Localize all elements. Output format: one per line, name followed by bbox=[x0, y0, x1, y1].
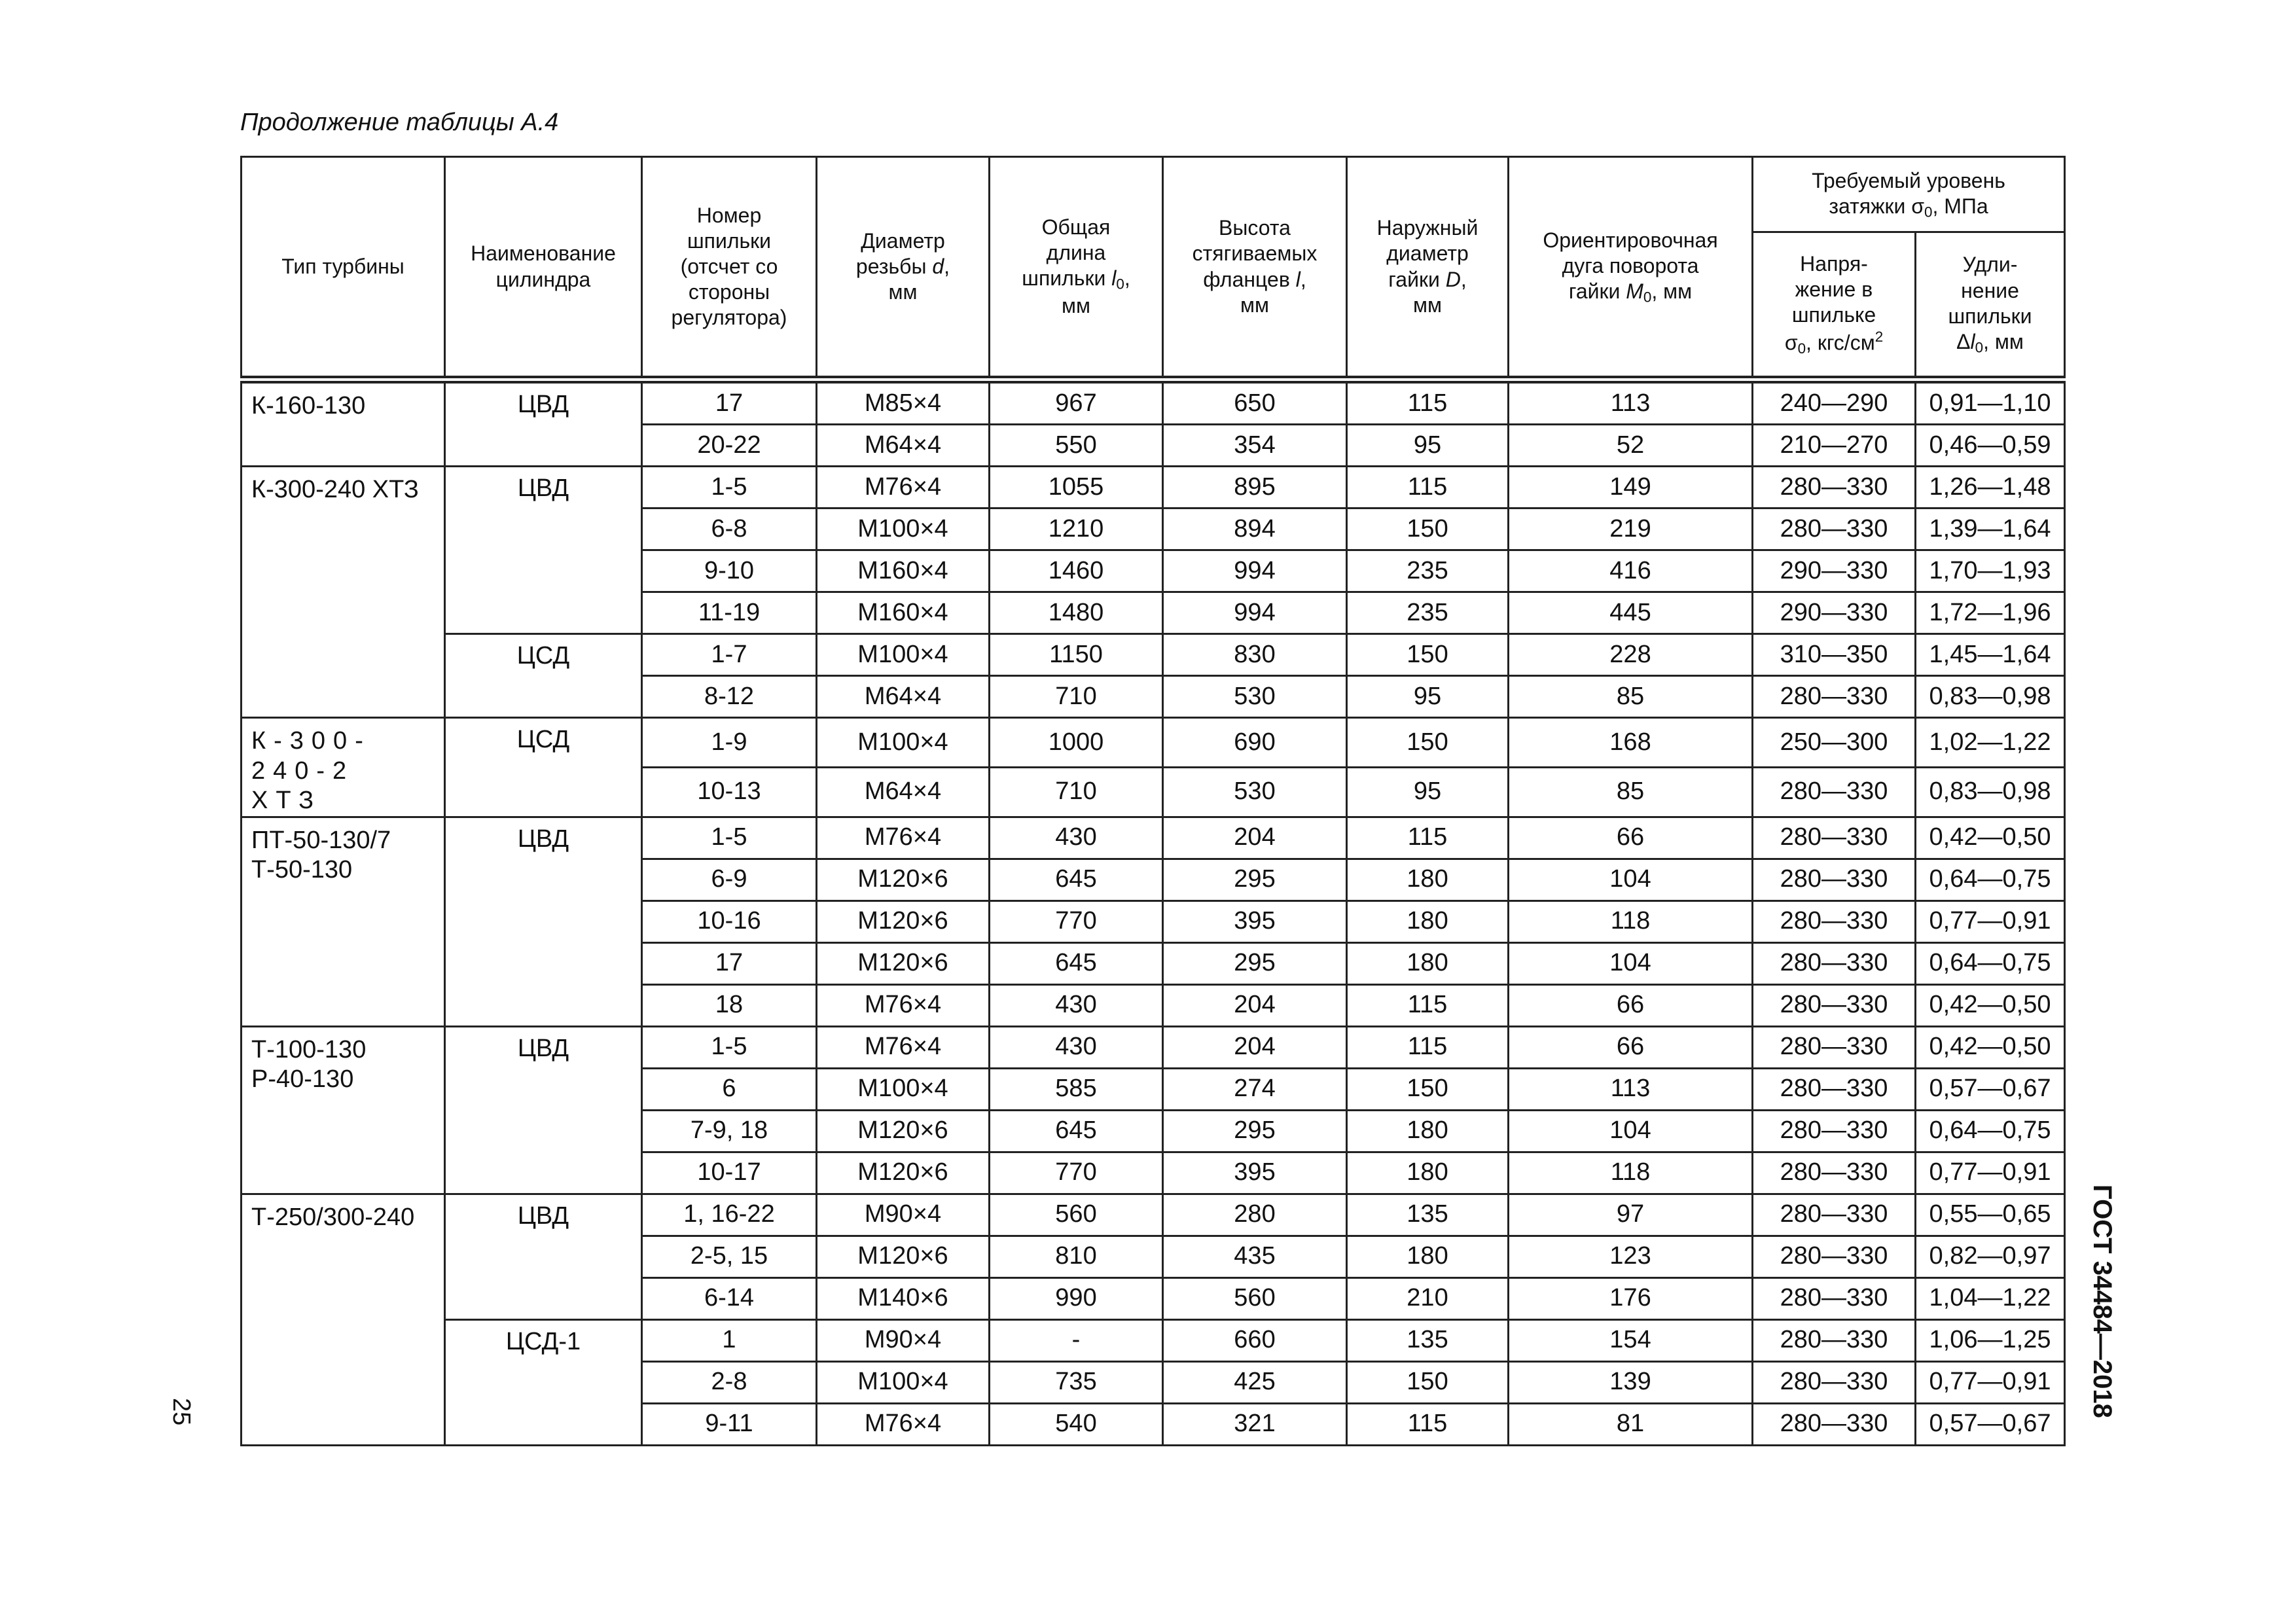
cell-stud: 8-12 bbox=[642, 676, 817, 718]
cell-arc: 104 bbox=[1509, 859, 1753, 901]
cell-stud: 1 bbox=[642, 1319, 817, 1361]
cell-arc: 176 bbox=[1509, 1277, 1753, 1319]
cell-arc: 445 bbox=[1509, 592, 1753, 634]
cylinder-cell: ЦСД bbox=[445, 634, 642, 718]
cell-nut: 150 bbox=[1347, 508, 1509, 550]
turbine-type-cell: К-160-130 bbox=[242, 380, 445, 467]
cell-length: 1000 bbox=[990, 718, 1163, 768]
cell-length: 1460 bbox=[990, 550, 1163, 592]
cell-stress: 280—330 bbox=[1753, 1236, 1916, 1277]
cell-flange: 204 bbox=[1163, 1026, 1347, 1068]
cell-thread: М100×4 bbox=[817, 1361, 990, 1403]
cell-stress: 290—330 bbox=[1753, 550, 1916, 592]
cell-arc: 123 bbox=[1509, 1236, 1753, 1277]
cell-length: - bbox=[990, 1319, 1163, 1361]
header-nut-diameter: Наружный диаметр гайки D, мм bbox=[1347, 157, 1509, 380]
cell-stud: 1-7 bbox=[642, 634, 817, 676]
cell-length: 1055 bbox=[990, 467, 1163, 508]
cell-stress: 280—330 bbox=[1753, 1110, 1916, 1152]
cell-nut: 115 bbox=[1347, 1026, 1509, 1068]
cell-stud: 20-22 bbox=[642, 425, 817, 467]
cell-stud: 1-5 bbox=[642, 467, 817, 508]
cell-elong: 0,46—0,59 bbox=[1916, 425, 2065, 467]
cell-arc: 113 bbox=[1509, 380, 1753, 425]
cell-length: 735 bbox=[990, 1361, 1163, 1403]
cell-thread: М120×6 bbox=[817, 859, 990, 901]
cell-elong: 0,55—0,65 bbox=[1916, 1194, 2065, 1236]
cell-nut: 180 bbox=[1347, 1236, 1509, 1277]
cell-arc: 228 bbox=[1509, 634, 1753, 676]
cell-stud: 9-11 bbox=[642, 1403, 817, 1445]
cell-arc: 149 bbox=[1509, 467, 1753, 508]
cell-stress: 280—330 bbox=[1753, 676, 1916, 718]
cell-stud: 6-9 bbox=[642, 859, 817, 901]
table-row bbox=[242, 1026, 2065, 1068]
cell-nut: 115 bbox=[1347, 467, 1509, 508]
cell-thread: М100×4 bbox=[817, 634, 990, 676]
turbine-type-cell: Т-250/300-240 bbox=[242, 1194, 445, 1445]
cylinder-cell: ЦСД-1 bbox=[445, 1319, 642, 1445]
cell-thread: М120×6 bbox=[817, 901, 990, 942]
stud-tightening-table bbox=[240, 156, 2066, 1446]
cell-elong: 1,39—1,64 bbox=[1916, 508, 2065, 550]
cell-stud: 9-10 bbox=[642, 550, 817, 592]
cell-thread: М100×4 bbox=[817, 718, 990, 768]
table-row bbox=[242, 380, 2065, 425]
table-row bbox=[242, 634, 2065, 676]
cell-thread: М76×4 bbox=[817, 1403, 990, 1445]
cell-arc: 97 bbox=[1509, 1194, 1753, 1236]
cell-flange: 295 bbox=[1163, 859, 1347, 901]
cell-stress: 280—330 bbox=[1753, 508, 1916, 550]
cell-elong: 1,04—1,22 bbox=[1916, 1277, 2065, 1319]
cell-nut: 150 bbox=[1347, 634, 1509, 676]
cell-arc: 416 bbox=[1509, 550, 1753, 592]
cell-arc: 118 bbox=[1509, 1152, 1753, 1194]
cell-stud: 18 bbox=[642, 984, 817, 1026]
cell-elong: 1,06—1,25 bbox=[1916, 1319, 2065, 1361]
cell-elong: 0,64—0,75 bbox=[1916, 859, 2065, 901]
cell-elong: 0,57—0,67 bbox=[1916, 1068, 2065, 1110]
cell-thread: М90×4 bbox=[817, 1319, 990, 1361]
cell-stud: 1-5 bbox=[642, 1026, 817, 1068]
cylinder-cell: ЦСД bbox=[445, 718, 642, 817]
cell-elong: 0,42—0,50 bbox=[1916, 817, 2065, 859]
cell-flange: 295 bbox=[1163, 1110, 1347, 1152]
cell-nut: 115 bbox=[1347, 817, 1509, 859]
cell-stud: 10-13 bbox=[642, 767, 817, 817]
cell-length: 1150 bbox=[990, 634, 1163, 676]
cell-stud: 2-8 bbox=[642, 1361, 817, 1403]
cell-arc: 219 bbox=[1509, 508, 1753, 550]
cell-nut: 135 bbox=[1347, 1319, 1509, 1361]
cell-stud: 10-17 bbox=[642, 1152, 817, 1194]
cell-flange: 895 bbox=[1163, 467, 1347, 508]
cell-thread: М140×6 bbox=[817, 1277, 990, 1319]
cell-stud: 11-19 bbox=[642, 592, 817, 634]
cell-flange: 274 bbox=[1163, 1068, 1347, 1110]
cell-elong: 0,42—0,50 bbox=[1916, 984, 2065, 1026]
standard-designation: ГОСТ 34484—2018 bbox=[2088, 1185, 2117, 1418]
cell-length: 810 bbox=[990, 1236, 1163, 1277]
cell-stud: 2-5, 15 bbox=[642, 1236, 817, 1277]
cell-flange: 295 bbox=[1163, 942, 1347, 984]
cell-flange: 894 bbox=[1163, 508, 1347, 550]
cell-flange: 650 bbox=[1163, 380, 1347, 425]
header-thread-diameter: Диаметр резьбы d, мм bbox=[817, 157, 990, 380]
cell-nut: 150 bbox=[1347, 718, 1509, 768]
cell-thread: М90×4 bbox=[817, 1194, 990, 1236]
cell-stress: 280—330 bbox=[1753, 901, 1916, 942]
header-stud-stress: Напря- жение в шпильке $\sigma_0$, кгс/$см^2$ bbox=[1753, 232, 1916, 380]
cell-nut: 95 bbox=[1347, 676, 1509, 718]
table-row bbox=[242, 1194, 2065, 1236]
cell-length: 540 bbox=[990, 1403, 1163, 1445]
cell-stress: 280—330 bbox=[1753, 1026, 1916, 1068]
header-stud-number: Номер шпильки (отсчет со стороны регулятора) bbox=[642, 157, 817, 380]
cell-nut: 150 bbox=[1347, 1068, 1509, 1110]
cell-thread: М64×4 bbox=[817, 676, 990, 718]
cell-arc: 66 bbox=[1509, 1026, 1753, 1068]
cell-length: 967 bbox=[990, 380, 1163, 425]
cell-elong: 1,72—1,96 bbox=[1916, 592, 2065, 634]
cell-nut: 180 bbox=[1347, 1152, 1509, 1194]
cell-elong: 1,26—1,48 bbox=[1916, 467, 2065, 508]
cell-stress: 280—330 bbox=[1753, 1403, 1916, 1445]
turbine-type-cell: ПТ-50-130/7 Т-50-130 bbox=[242, 817, 445, 1026]
cell-stud: 17 bbox=[642, 380, 817, 425]
cell-arc: 81 bbox=[1509, 1403, 1753, 1445]
cell-thread: М85×4 bbox=[817, 380, 990, 425]
cell-stud: 1-9 bbox=[642, 718, 817, 768]
cell-stress: 280—330 bbox=[1753, 1277, 1916, 1319]
cell-nut: 180 bbox=[1347, 942, 1509, 984]
cell-flange: 395 bbox=[1163, 901, 1347, 942]
cell-thread: М64×4 bbox=[817, 425, 990, 467]
cell-flange: 994 bbox=[1163, 550, 1347, 592]
cell-elong: 0,57—0,67 bbox=[1916, 1403, 2065, 1445]
cell-flange: 280 bbox=[1163, 1194, 1347, 1236]
cell-length: 550 bbox=[990, 425, 1163, 467]
cell-stud: 6-8 bbox=[642, 508, 817, 550]
cell-stud: 1, 16-22 bbox=[642, 1194, 817, 1236]
cell-nut: 180 bbox=[1347, 1110, 1509, 1152]
cell-nut: 135 bbox=[1347, 1194, 1509, 1236]
cell-stud: 10-16 bbox=[642, 901, 817, 942]
cell-arc: 66 bbox=[1509, 817, 1753, 859]
cell-nut: 115 bbox=[1347, 1403, 1509, 1445]
cell-stud: 6 bbox=[642, 1068, 817, 1110]
cell-arc: 85 bbox=[1509, 767, 1753, 817]
cell-length: 1480 bbox=[990, 592, 1163, 634]
cell-arc: 139 bbox=[1509, 1361, 1753, 1403]
cell-flange: 994 bbox=[1163, 592, 1347, 634]
cell-stress: 310—350 bbox=[1753, 634, 1916, 676]
cell-stress: 280—330 bbox=[1753, 1361, 1916, 1403]
cell-arc: 52 bbox=[1509, 425, 1753, 467]
cell-thread: М76×4 bbox=[817, 984, 990, 1026]
turbine-type-cell: Т-100-130 Р-40-130 bbox=[242, 1026, 445, 1194]
header-nut-rotation-arc: Ориентировочная дуга поворота гайки $M_0$, мм bbox=[1509, 157, 1753, 380]
cell-arc: 85 bbox=[1509, 676, 1753, 718]
table-caption: Продолжение таблицы А.4 bbox=[240, 109, 559, 136]
cell-arc: 113 bbox=[1509, 1068, 1753, 1110]
cell-elong: 0,83—0,98 bbox=[1916, 767, 2065, 817]
cell-stress: 250—300 bbox=[1753, 718, 1916, 768]
cell-thread: М120×6 bbox=[817, 1152, 990, 1194]
cell-stress: 240—290 bbox=[1753, 380, 1916, 425]
cell-nut: 210 bbox=[1347, 1277, 1509, 1319]
cell-length: 770 bbox=[990, 1152, 1163, 1194]
cell-stress: 290—330 bbox=[1753, 592, 1916, 634]
table-row bbox=[242, 817, 2065, 859]
cell-stud: 7-9, 18 bbox=[642, 1110, 817, 1152]
cell-stress: 280—330 bbox=[1753, 1068, 1916, 1110]
cell-length: 645 bbox=[990, 859, 1163, 901]
cylinder-cell: ЦВД bbox=[445, 467, 642, 634]
cell-stress: 280—330 bbox=[1753, 1152, 1916, 1194]
cell-length: 560 bbox=[990, 1194, 1163, 1236]
cell-flange: 354 bbox=[1163, 425, 1347, 467]
cell-stud: 1-5 bbox=[642, 817, 817, 859]
cell-stress: 280—330 bbox=[1753, 817, 1916, 859]
turbine-type-cell: К-300-240 ХТЗ bbox=[242, 467, 445, 718]
cell-stress: 280—330 bbox=[1753, 942, 1916, 984]
header-stud-elongation: Удли- нение шпильки $\Delta l_0$, мм bbox=[1916, 232, 2065, 380]
cell-thread: М64×4 bbox=[817, 767, 990, 817]
cell-thread: М120×6 bbox=[817, 942, 990, 984]
cell-stress: 280—330 bbox=[1753, 1319, 1916, 1361]
cell-elong: 0,64—0,75 bbox=[1916, 1110, 2065, 1152]
cell-flange: 660 bbox=[1163, 1319, 1347, 1361]
cell-flange: 204 bbox=[1163, 984, 1347, 1026]
cell-nut: 235 bbox=[1347, 592, 1509, 634]
cell-nut: 180 bbox=[1347, 901, 1509, 942]
cell-thread: М76×4 bbox=[817, 817, 990, 859]
cell-thread: М100×4 bbox=[817, 508, 990, 550]
cell-flange: 560 bbox=[1163, 1277, 1347, 1319]
cell-thread: М160×4 bbox=[817, 550, 990, 592]
cell-arc: 66 bbox=[1509, 984, 1753, 1026]
cell-elong: 0,64—0,75 bbox=[1916, 942, 2065, 984]
cell-nut: 95 bbox=[1347, 425, 1509, 467]
turbine-type-cell: К-300-240-2 ХТЗ bbox=[242, 718, 445, 817]
cell-elong: 0,42—0,50 bbox=[1916, 1026, 2065, 1068]
cell-length: 430 bbox=[990, 984, 1163, 1026]
cell-flange: 690 bbox=[1163, 718, 1347, 768]
cell-stress: 280—330 bbox=[1753, 1194, 1916, 1236]
cell-elong: 0,77—0,91 bbox=[1916, 1361, 2065, 1403]
header-turbine-type: Тип турбины bbox=[242, 157, 445, 380]
cell-elong: 0,77—0,91 bbox=[1916, 901, 2065, 942]
cylinder-cell: ЦВД bbox=[445, 380, 642, 467]
cell-arc: 168 bbox=[1509, 718, 1753, 768]
header-stud-length: Общая длина шпильки $l_0$, мм bbox=[990, 157, 1163, 380]
cell-flange: 425 bbox=[1163, 1361, 1347, 1403]
cell-thread: М76×4 bbox=[817, 467, 990, 508]
cell-flange: 830 bbox=[1163, 634, 1347, 676]
cell-arc: 154 bbox=[1509, 1319, 1753, 1361]
cell-stud: 6-14 bbox=[642, 1277, 817, 1319]
cell-length: 1210 bbox=[990, 508, 1163, 550]
cell-nut: 235 bbox=[1347, 550, 1509, 592]
cell-length: 585 bbox=[990, 1068, 1163, 1110]
cell-length: 430 bbox=[990, 817, 1163, 859]
cell-flange: 435 bbox=[1163, 1236, 1347, 1277]
cell-stress: 280—330 bbox=[1753, 984, 1916, 1026]
cell-thread: М120×6 bbox=[817, 1236, 990, 1277]
cell-elong: 0,83—0,98 bbox=[1916, 676, 2065, 718]
page-number: 25 bbox=[168, 1398, 195, 1426]
cell-stress: 210—270 bbox=[1753, 425, 1916, 467]
cell-stress: 280—330 bbox=[1753, 767, 1916, 817]
cell-length: 770 bbox=[990, 901, 1163, 942]
header-required-tightening: Требуемый уровень затяжки $\sigma_0$, МПа bbox=[1753, 157, 2065, 232]
cell-length: 645 bbox=[990, 942, 1163, 984]
cell-stud: 17 bbox=[642, 942, 817, 984]
cell-thread: М76×4 bbox=[817, 1026, 990, 1068]
cell-flange: 530 bbox=[1163, 676, 1347, 718]
cell-nut: 115 bbox=[1347, 380, 1509, 425]
cell-length: 710 bbox=[990, 676, 1163, 718]
cell-arc: 118 bbox=[1509, 901, 1753, 942]
cell-flange: 204 bbox=[1163, 817, 1347, 859]
cylinder-cell: ЦВД bbox=[445, 1194, 642, 1319]
cell-flange: 530 bbox=[1163, 767, 1347, 817]
cell-length: 430 bbox=[990, 1026, 1163, 1068]
cell-length: 645 bbox=[990, 1110, 1163, 1152]
cell-length: 990 bbox=[990, 1277, 1163, 1319]
table-header bbox=[242, 157, 2065, 380]
table-row bbox=[242, 1319, 2065, 1361]
cell-stress: 280—330 bbox=[1753, 859, 1916, 901]
cell-nut: 115 bbox=[1347, 984, 1509, 1026]
cell-stress: 280—330 bbox=[1753, 467, 1916, 508]
cell-flange: 321 bbox=[1163, 1403, 1347, 1445]
cell-elong: 0,77—0,91 bbox=[1916, 1152, 2065, 1194]
cell-thread: М100×4 bbox=[817, 1068, 990, 1110]
cell-flange: 395 bbox=[1163, 1152, 1347, 1194]
cell-arc: 104 bbox=[1509, 942, 1753, 984]
cell-nut: 180 bbox=[1347, 859, 1509, 901]
header-flange-height: Высота стягиваемых фланцев l, мм bbox=[1163, 157, 1347, 380]
cell-elong: 1,45—1,64 bbox=[1916, 634, 2065, 676]
cell-elong: 1,02—1,22 bbox=[1916, 718, 2065, 768]
cell-arc: 104 bbox=[1509, 1110, 1753, 1152]
cell-thread: М120×6 bbox=[817, 1110, 990, 1152]
cell-nut: 150 bbox=[1347, 1361, 1509, 1403]
cell-thread: М160×4 bbox=[817, 592, 990, 634]
cylinder-cell: ЦВД bbox=[445, 1026, 642, 1194]
cell-elong: 0,82—0,97 bbox=[1916, 1236, 2065, 1277]
table-body bbox=[242, 380, 2065, 1445]
cell-length: 710 bbox=[990, 767, 1163, 817]
header-cylinder: Наименование цилиндра bbox=[445, 157, 642, 380]
cylinder-cell: ЦВД bbox=[445, 817, 642, 1026]
table-row bbox=[242, 467, 2065, 508]
cell-elong: 0,91—1,10 bbox=[1916, 380, 2065, 425]
cell-nut: 95 bbox=[1347, 767, 1509, 817]
cell-elong: 1,70—1,93 bbox=[1916, 550, 2065, 592]
table-row bbox=[242, 718, 2065, 768]
